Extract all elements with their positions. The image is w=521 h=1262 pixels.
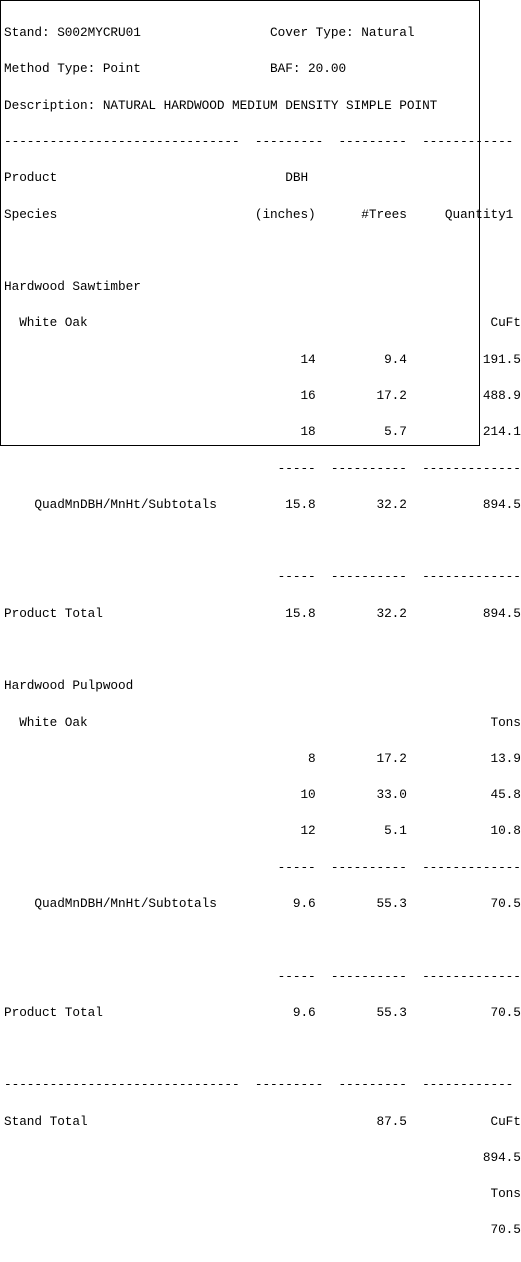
blank-line [4,535,521,547]
stand-total-tons-unit: Tons [4,1186,521,1202]
table-row: 18 5.7 214.1 [4,424,521,440]
header-separator: ------------------------------- --------- --------- ------------ [4,134,514,150]
table-row: 16 17.2 488.9 [4,388,521,403]
stand-total-separator: ------------------------------- --------- --------- ------------ [4,1077,514,1093]
table-row: 14 9.4 191.5 [4,351,521,367]
report-text [4,3,521,1261]
subtotal-separator: ----- ---------- ------------- [4,859,521,875]
table-row: 8 17.2 13.9 [4,750,521,766]
species-heading-white-oak: White Oak CuFt [4,315,521,331]
column-header-line-1: Product DBH [4,170,309,186]
product-heading-sawtimber: Hardwood Sawtimber [4,279,141,295]
subtotal-row: QuadMnDBH/MnHt/Subtotals 15.8 32.2 894.5 [4,496,521,512]
blank-line [4,644,521,656]
blank-line [4,245,521,257]
total-separator: ----- ---------- ------------- [4,968,521,984]
header-method-baf-line: Method Type: Point BAF: 20.00 [4,61,347,77]
stand-total-row: Stand Total 87.5 CuFt [4,1113,521,1129]
product-total-row: Product Total 15.8 32.2 894.5 [4,605,521,621]
product-total-row: Product Total 9.6 55.3 70.5 [4,1004,521,1020]
species-heading-white-oak: White Oak Tons [4,714,521,730]
total-separator: ----- ---------- ------------- [4,569,521,585]
blank-line [4,1043,521,1055]
subtotal-row: QuadMnDBH/MnHt/Subtotals 9.6 55.3 70.5 [4,895,521,911]
column-header-line-2: Species (inches) #Trees Quantity1 [4,206,514,222]
stand-total-cuft-value: 894.5 [4,1149,521,1165]
blank-line [4,934,521,946]
subtotal-separator: ----- ---------- ------------- [4,460,521,476]
header-description-line: Description: NATURAL HARDWOOD MEDIUM DENSITY SIMPLE POINT [4,97,438,113]
table-row: 12 5.1 10.8 [4,823,521,839]
stand-total-tons-value: 70.5 [4,1222,521,1238]
header-stand-cover-line: Stand: S002MYCRU01 Cover Type: Natural [4,25,415,41]
table-row: 10 33.0 45.8 [4,787,521,803]
product-heading-pulpwood: Hardwood Pulpwood [4,678,134,694]
